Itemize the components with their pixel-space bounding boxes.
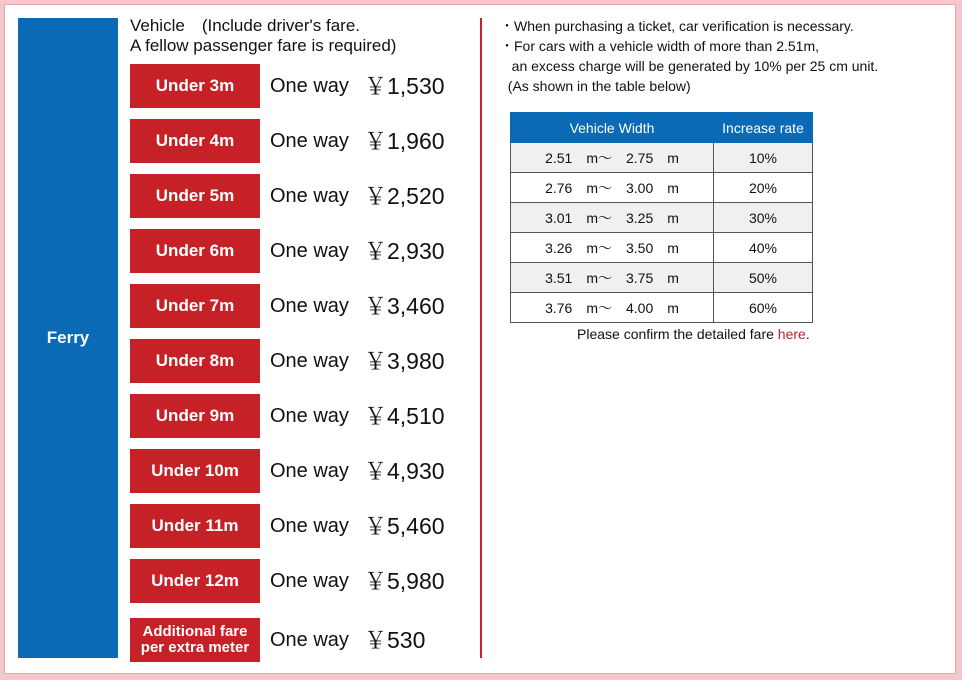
fare-trip: One way bbox=[270, 570, 349, 592]
fare-row bbox=[130, 339, 460, 383]
fare-trip: One way bbox=[270, 629, 349, 651]
table-row bbox=[511, 263, 813, 293]
fare-size-additional-line2: per extra meter bbox=[140, 639, 250, 656]
fare-size: Under 11m bbox=[130, 504, 260, 548]
width-cell: 3.01 m～ 3.25 m bbox=[511, 203, 714, 233]
fare-price: ￥530 bbox=[364, 627, 426, 653]
fare-size: Under 5m bbox=[130, 174, 260, 218]
fare-size-additional bbox=[130, 618, 260, 662]
fare-trip: One way bbox=[270, 295, 349, 317]
fare-price: ￥1,530 bbox=[364, 73, 445, 99]
header-vehicle-width: Vehicle Width bbox=[511, 113, 714, 143]
vehicle-heading-line2: A fellow passenger fare is required) bbox=[130, 36, 397, 55]
here-link[interactable]: here bbox=[777, 326, 806, 342]
fare-trip: One way bbox=[270, 405, 349, 427]
fare-price: ￥5,460 bbox=[364, 513, 445, 539]
fare-size: Under 9m bbox=[130, 394, 260, 438]
fare-price: ￥4,510 bbox=[364, 403, 445, 429]
notes bbox=[500, 16, 878, 96]
note-line: ・For cars with a vehicle width of more than 2.51m, bbox=[500, 38, 820, 54]
width-cell: 2.76 m～ 3.00 m bbox=[511, 173, 714, 203]
table-row bbox=[511, 143, 813, 173]
rate-cell: 20% bbox=[714, 173, 813, 203]
rate-cell: 50% bbox=[714, 263, 813, 293]
fare-price: ￥5,980 bbox=[364, 568, 445, 594]
ferry-label: Ferry bbox=[18, 18, 118, 658]
rate-cell: 30% bbox=[714, 203, 813, 233]
width-cell: 3.26 m～ 3.50 m bbox=[511, 233, 714, 263]
fare-size: Under 3m bbox=[130, 64, 260, 108]
fare-price: ￥2,520 bbox=[364, 183, 445, 209]
fare-trip: One way bbox=[270, 240, 349, 262]
vehicle-heading-line1: Vehicle (Include driver's fare. bbox=[130, 16, 361, 35]
fare-price: ￥2,930 bbox=[364, 238, 445, 264]
fare-row bbox=[130, 394, 460, 438]
fare-trip: One way bbox=[270, 350, 349, 372]
fare-size: Under 4m bbox=[130, 119, 260, 163]
fare-price: ￥3,980 bbox=[364, 348, 445, 374]
fare-size: Under 6m bbox=[130, 229, 260, 273]
table-row bbox=[511, 233, 813, 263]
fare-size: Under 12m bbox=[130, 559, 260, 603]
fare-row bbox=[130, 504, 460, 548]
confirm-prefix: Please confirm the detailed fare bbox=[577, 326, 778, 342]
note-line: ・When purchasing a ticket, car verification is necessary. bbox=[500, 18, 854, 34]
rate-cell: 10% bbox=[714, 143, 813, 173]
table-header-row bbox=[511, 113, 813, 143]
fare-price: ￥3,460 bbox=[364, 293, 445, 319]
confirm-text bbox=[577, 326, 810, 342]
fare-price: ￥1,960 bbox=[364, 128, 445, 154]
fare-trip: One way bbox=[270, 75, 349, 97]
fare-row bbox=[130, 229, 460, 273]
fare-row bbox=[130, 174, 460, 218]
width-cell: 3.76 m～ 4.00 m bbox=[511, 293, 714, 323]
fare-row bbox=[130, 284, 460, 328]
confirm-suffix: . bbox=[805, 326, 810, 342]
width-cell: 3.51 m～ 3.75 m bbox=[511, 263, 714, 293]
note-line: (As shown in the table below) bbox=[500, 78, 691, 94]
table-row bbox=[511, 293, 813, 323]
header-increase-rate: Increase rate bbox=[714, 113, 813, 143]
fare-row bbox=[130, 559, 460, 603]
fare-row-additional bbox=[130, 618, 460, 662]
fare-size: Under 10m bbox=[130, 449, 260, 493]
fare-size: Under 8m bbox=[130, 339, 260, 383]
width-cell: 2.51 m～ 2.75 m bbox=[511, 143, 714, 173]
width-rate-table bbox=[510, 112, 813, 323]
rate-cell: 40% bbox=[714, 233, 813, 263]
fare-trip: One way bbox=[270, 460, 349, 482]
fare-row bbox=[130, 64, 460, 108]
fare-size: Under 7m bbox=[130, 284, 260, 328]
fare-trip: One way bbox=[270, 130, 349, 152]
note-line: an excess charge will be generated by 10% per 25 cm unit. bbox=[500, 58, 879, 74]
fare-price: ￥4,930 bbox=[364, 458, 445, 484]
vehicle-heading bbox=[130, 16, 396, 56]
fare-size-additional-line1: Additional fare bbox=[142, 623, 248, 640]
fare-trip: One way bbox=[270, 185, 349, 207]
rate-cell: 60% bbox=[714, 293, 813, 323]
table-row bbox=[511, 203, 813, 233]
table-row bbox=[511, 173, 813, 203]
vertical-divider bbox=[480, 18, 482, 658]
fare-trip: One way bbox=[270, 515, 349, 537]
fare-row bbox=[130, 119, 460, 163]
fare-row bbox=[130, 449, 460, 493]
